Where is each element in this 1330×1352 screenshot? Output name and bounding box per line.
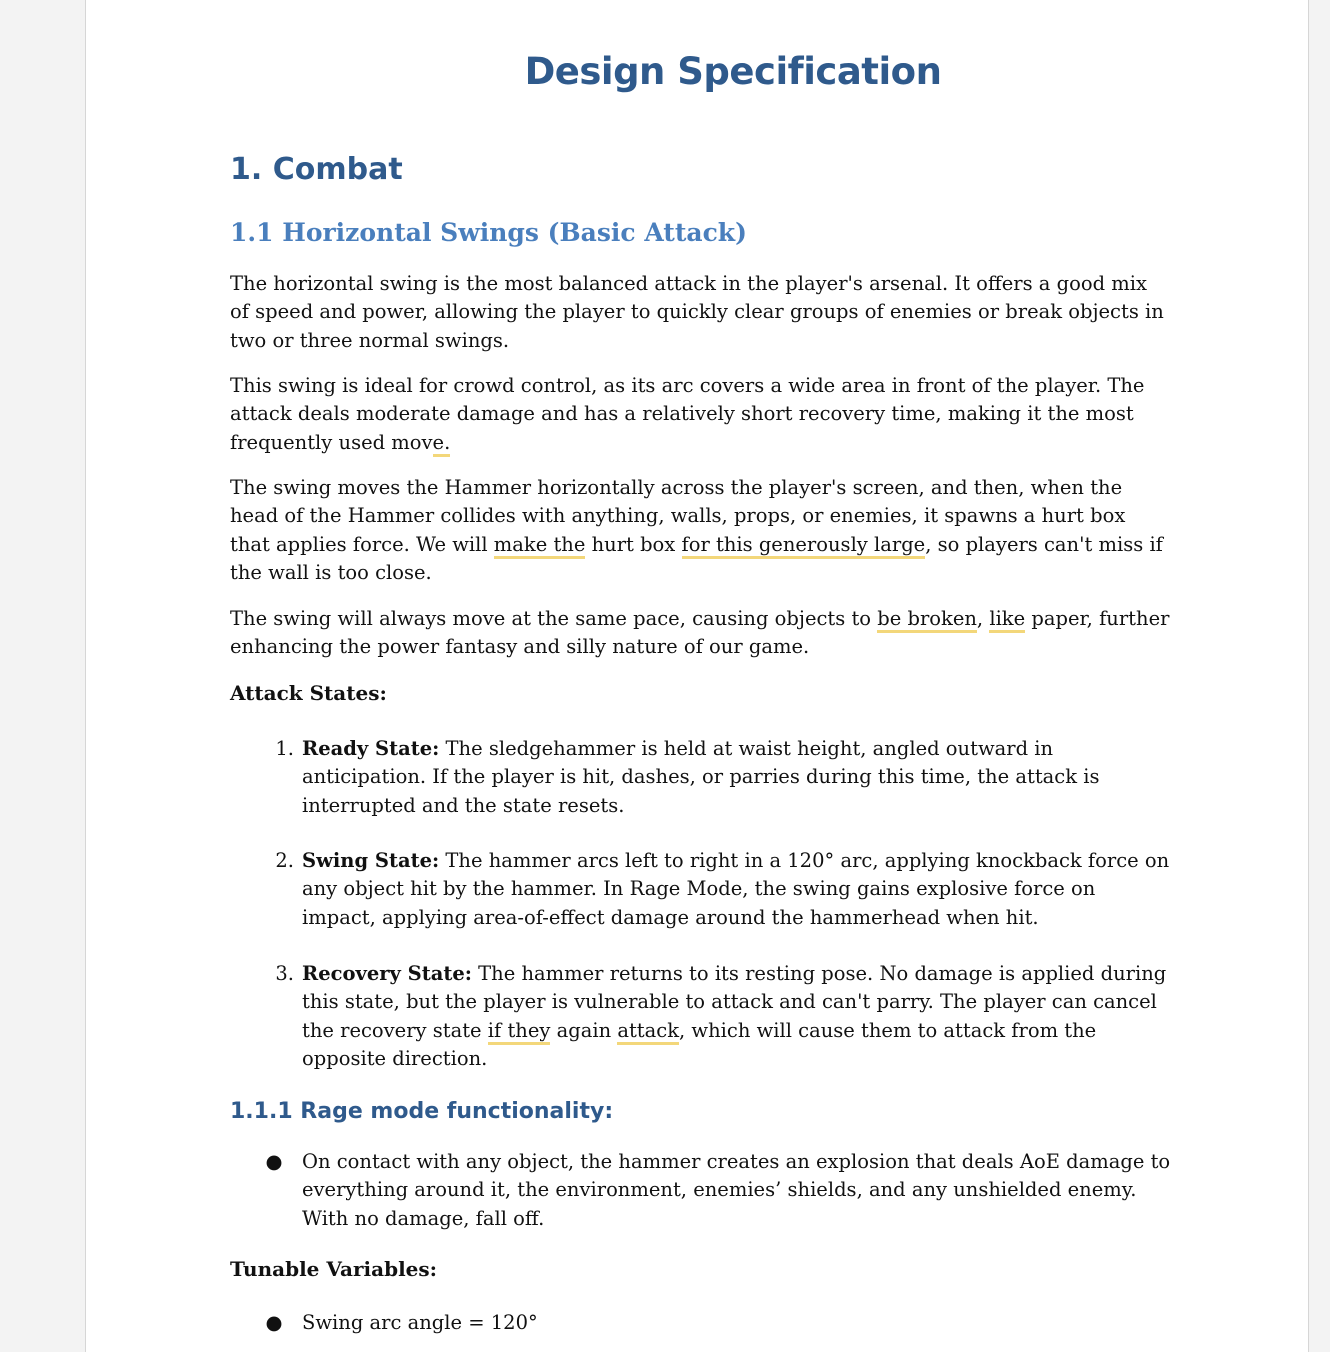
document-page [85,0,1309,1352]
list-item-recovery-state: 3. Recovery State: The hammer returns to its resting pose. No damage is applied during this state, but the player is vulnerable to attack and can't parry. The player can cancel the recovery state if they again attack, which will cause them to attack from the opposite direction. [302,960,1172,1073]
list-item-swing-state: 2. Swing State: The hammer arcs left to right in a 120° arc, applying knockback force on any object hit by the hammer. In Rage Mode, the swing gains explosive force on impact, applying area-of-effect damage around the hammerhead when hit. [302,847,1172,932]
bullet-item-rage: ● On contact with any object, the hammer creates an explosion that deals AoE damage to everything around it, the environment, enemies’ shields, and any unshielded enemy. With no damage, fall off. [265,1150,1171,1230]
suggestion-highlight[interactable]: attack [617,1019,679,1045]
paragraph-4: The swing will always move at the same pace, causing objects to be broken, like paper, further enhancing the power fantasy and silly nature of our game. [230,607,1170,659]
suggestion-highlight[interactable]: be broken [877,607,977,633]
paragraph-3: The swing moves the Hammer horizontally across the player's screen, and then, when the head of the Hammer collides with anything, walls, props, or enemies, it spawns a hurt box that applies force. We will make the hurt box for this generously large, so players can't miss if the wall is too close. [230,476,1163,584]
tunable-variables-label: Tunable Variables: [230,1257,438,1281]
heading-horizontal-swings: 1.1 Horizontal Swings (Basic Attack) [230,218,747,247]
suggestion-highlight[interactable]: e. [433,431,451,457]
bullet-item-swing-arc: ● Swing arc angle = 120° [302,1309,1172,1337]
suggestion-highlight[interactable]: like [989,607,1025,633]
paragraph-2: This swing is ideal for crowd control, as its arc covers a wide area in front of the player. The attack deals moderate damage and has a relatively short recovery time, making it the most frequently used move. [230,372,1170,457]
suggestion-highlight[interactable]: if they [488,1019,551,1045]
state-label: Ready State: [302,737,440,760]
list-number: 2. [275,849,294,872]
paragraph-1: The horizontal swing is the most balanced attack in the player's arsenal. It offers a good mix of speed and power, allowing the player to quickly clear groups of enemies or break objects in two or three normal swings. [230,272,1164,352]
heading-rage-mode: 1.1.1 Rage mode functionality: [230,1099,614,1124]
state-label: Recovery State: [302,962,472,985]
suggestion-highlight[interactable]: make the [494,533,586,559]
state-label: Swing State: [302,849,440,872]
list-number: 1. [275,737,294,760]
bullet-icon: ● [265,1150,283,1173]
attack-states-label: Attack States: [230,681,387,705]
document-title: Design Specification [524,50,942,93]
suggestion-highlight[interactable]: for this generously large [682,533,926,559]
heading-combat: 1. Combat [230,152,403,187]
list-number: 3. [275,962,294,985]
bullet-icon: ● [265,1311,283,1334]
list-item-ready-state: 1. Ready State: The sledgehammer is held at waist height, angled outward in anticipation. If the player is hit, dashes, or parries during this time, the attack is interrupted and the state resets. [302,735,1172,820]
